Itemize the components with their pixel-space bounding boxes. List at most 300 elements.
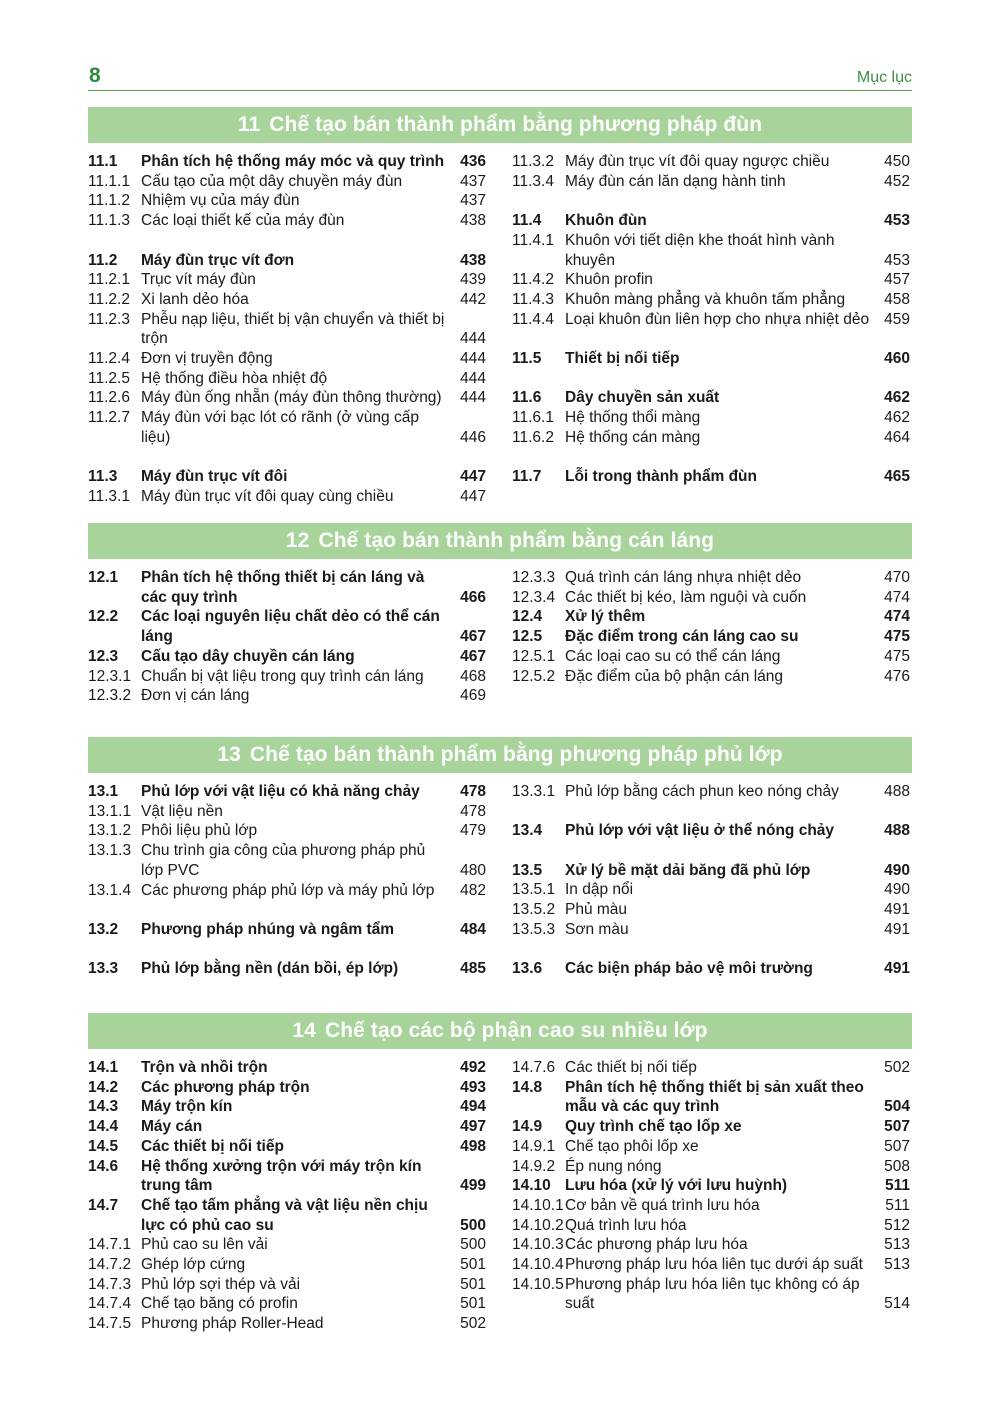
toc-entry-number: 12.3 <box>88 647 119 665</box>
toc-entry-page: 507 <box>884 1118 910 1136</box>
toc-entry-page: 500 <box>460 1216 486 1234</box>
chapter-title: Chế tạo các bộ phận cao su nhiều lớp <box>324 1019 708 1042</box>
toc-entry-number: 13.4 <box>512 822 543 840</box>
toc-entry-page: 465 <box>884 468 910 486</box>
toc-entry[interactable] <box>512 428 910 448</box>
toc-entry[interactable] <box>512 172 910 192</box>
toc-entry[interactable] <box>88 1157 486 1196</box>
toc-entry-title: Phủ lớp bằng nền (dán bồi, ép lớp) <box>141 960 399 978</box>
toc-entry-number: 14.7.3 <box>88 1275 132 1293</box>
toc-entry[interactable] <box>88 920 486 940</box>
toc-entry-page: 438 <box>460 212 486 230</box>
toc-entry[interactable] <box>512 1117 910 1137</box>
toc-entry-number: 14.10.5 <box>512 1275 564 1293</box>
toc-entry[interactable] <box>88 1058 486 1078</box>
toc-entry[interactable] <box>88 1137 486 1157</box>
toc-entry-number: 14.9.2 <box>512 1157 556 1175</box>
toc-entry-title: Máy cán <box>141 1118 203 1136</box>
toc-entry[interactable] <box>88 568 486 607</box>
toc-entry-page: 492 <box>460 1059 486 1076</box>
toc-entry[interactable] <box>88 959 486 979</box>
toc-entry-page: 497 <box>460 1118 486 1136</box>
toc-entry[interactable] <box>512 647 910 667</box>
toc-entry-number: 14.5 <box>88 1137 119 1155</box>
toc-entry-page: 502 <box>460 1315 486 1333</box>
toc-entry-page: 453 <box>884 212 910 230</box>
toc-entry[interactable] <box>512 568 910 588</box>
toc-entry[interactable] <box>512 861 910 881</box>
toc-entry-title: Trục vít máy đùn <box>141 271 256 289</box>
toc-entry-title: Chuẩn bị vật liệu trong quy trình cán láng <box>141 667 424 685</box>
toc-entry-page: 438 <box>460 251 486 269</box>
toc-entry[interactable] <box>88 1196 486 1235</box>
toc-entry-page: 453 <box>884 251 910 269</box>
toc-entry[interactable] <box>88 251 486 271</box>
toc-entry-page: 514 <box>884 1295 910 1313</box>
toc-entry-title: Quy trình chế tạo lốp xe <box>565 1118 742 1136</box>
toc-entry-page: 436 <box>460 153 486 170</box>
toc-entry-number: 13.3 <box>88 960 119 978</box>
page-number: 8 <box>89 64 101 87</box>
toc-entry-number: 12.3.2 <box>88 687 132 705</box>
toc-entry-number: 12.2 <box>88 608 119 626</box>
toc-entry[interactable] <box>512 1275 910 1314</box>
toc-entry-number: 14.7 <box>88 1196 119 1214</box>
toc-entry-number: 11.1.2 <box>88 192 130 210</box>
toc-entry[interactable] <box>512 1176 910 1196</box>
toc-entry[interactable] <box>88 1097 486 1117</box>
chapter-section-13 <box>88 737 912 982</box>
toc-entry-number: 11.3.2 <box>512 153 554 170</box>
toc-entry-title: Khuôn màng phẳng và khuôn tấm phẳng <box>565 290 846 308</box>
toc-entry-page: 474 <box>884 588 910 606</box>
toc-column-left <box>88 152 486 507</box>
toc-entry[interactable] <box>512 588 910 608</box>
toc-entry-title: Các loại cao su có thể cán láng <box>565 647 781 665</box>
toc-entry-title: Chu trình gia công của phương pháp phủ lớp PVC <box>141 842 426 879</box>
toc-entry[interactable] <box>88 172 486 192</box>
toc-entry[interactable] <box>512 900 910 920</box>
toc-entry-number: 14.7.2 <box>88 1256 132 1274</box>
toc-entry[interactable] <box>88 467 486 487</box>
toc-entry[interactable] <box>512 211 910 231</box>
toc-entry-page: 450 <box>884 153 910 170</box>
toc-entry-page: 513 <box>884 1256 910 1274</box>
toc-entry-number: 11.6.1 <box>512 409 554 427</box>
toc-entry-page: 452 <box>884 172 910 190</box>
toc-entry-title: Máy đùn ống nhẵn (máy đùn thông thường) <box>141 389 442 407</box>
toc-entry-title: Loại khuôn đùn liên hợp cho nhựa nhiệt dẻo <box>565 310 870 328</box>
toc-entry-title: Khuôn đùn <box>565 212 647 230</box>
toc-entry-number: 14.10.3 <box>512 1236 564 1254</box>
toc-entry-title: Phương pháp lưu hóa liên tục dưới áp suất <box>565 1256 863 1274</box>
toc-entry-title: Quá trình cán láng nhựa nhiệt dẻo <box>565 569 802 586</box>
toc-entry-title: Đơn vị truyền động <box>141 350 273 368</box>
toc-entry-title: Phủ lớp bằng cách phun keo nóng chảy <box>565 783 839 800</box>
toc-entry-number: 13.5.3 <box>512 920 556 938</box>
toc-entry-title: Máy đùn với bạc lót có rãnh (ở vùng cấp liệu) <box>141 409 419 446</box>
toc-entry-page: 494 <box>460 1098 486 1116</box>
toc-entry-page: 437 <box>460 192 486 210</box>
chapter-title: Chế tạo bán thành phẩm bằng phương pháp đùn <box>269 113 763 136</box>
toc-entry[interactable] <box>88 667 486 687</box>
chapter-section-12 <box>88 523 912 708</box>
toc-entry-title: Máy đùn trục vít đôi quay cùng chiều <box>141 487 394 505</box>
toc-entry-title: Cấu tạo dây chuyền cán láng <box>141 647 355 665</box>
toc-entry-number: 13.1.2 <box>88 822 132 840</box>
toc-entry-page: 493 <box>460 1078 486 1096</box>
toc-entry-number: 13.5.2 <box>512 901 556 919</box>
toc-entry[interactable] <box>88 191 486 211</box>
toc-column-left <box>88 782 486 979</box>
toc-entry-number: 11.1.3 <box>88 212 130 230</box>
toc-entry-page: 458 <box>884 290 910 308</box>
toc-entry-page: 501 <box>460 1275 486 1293</box>
toc-entry[interactable] <box>88 782 486 802</box>
toc-entry-page: 468 <box>460 667 486 685</box>
chapter-number: 13 <box>217 743 241 766</box>
toc-entry-number: 11.2.4 <box>88 350 130 368</box>
toc-entry-page: 457 <box>884 271 910 289</box>
toc-entry[interactable] <box>88 408 486 447</box>
toc-entry-page: 504 <box>884 1098 910 1116</box>
toc-entry-title: Hệ thống cán màng <box>565 428 701 446</box>
page-header <box>88 64 912 91</box>
chapter-banner <box>88 523 912 559</box>
chapter-section-14 <box>88 1013 912 1358</box>
toc-entry[interactable] <box>88 270 486 290</box>
toc-entry-page: 511 <box>884 1177 910 1195</box>
toc-entry[interactable] <box>88 1294 486 1314</box>
toc-entry[interactable] <box>512 627 910 647</box>
toc-entry-title: Phễu nạp liệu, thiết bị vận chuyển và thiết bị trộn <box>141 310 445 348</box>
toc-entry[interactable] <box>512 607 910 627</box>
toc-entry-title: Trộn và nhồi trộn <box>141 1059 268 1076</box>
toc-entry-title: Ép nung nóng <box>565 1157 662 1175</box>
toc-entry-number: 13.6 <box>512 960 543 978</box>
toc-entry-number: 14.8 <box>512 1078 543 1096</box>
toc-entry-page: 498 <box>460 1137 486 1155</box>
toc-entry-page: 462 <box>884 409 910 427</box>
toc-entry-number: 11.2.2 <box>88 290 130 308</box>
toc-entry-title: Vật liệu nền <box>141 802 223 820</box>
toc-entry-title: Đặc điểm trong cán láng cao su <box>565 628 799 646</box>
chapter-number: 12 <box>285 529 310 552</box>
toc-entry-page: 439 <box>460 271 486 289</box>
toc-entry-page: 444 <box>460 369 486 387</box>
chapter-section-11 <box>88 107 912 505</box>
toc-entry-title: Lỗi trong thành phẩm đùn <box>565 468 757 486</box>
toc-entry-page: 447 <box>460 487 486 505</box>
toc-entry[interactable] <box>88 369 486 389</box>
toc-entry-title: Máy trộn kín <box>141 1098 233 1116</box>
toc-entry[interactable] <box>512 782 910 802</box>
toc-entry-page: 470 <box>884 569 910 586</box>
toc-entry-number: 12.3.1 <box>88 667 132 685</box>
toc-entry-page: 501 <box>460 1256 486 1274</box>
chapter-number: 11 <box>237 113 261 136</box>
toc-entry[interactable] <box>88 1255 486 1275</box>
toc-entry-title: Hệ thống xưởng trộn với máy trộn kín trung tâm <box>141 1157 422 1195</box>
toc-entry[interactable] <box>512 1235 910 1255</box>
toc-entry-number: 11.7 <box>512 468 542 486</box>
toc-entry-title: Máy đùn cán lăn dạng hành tinh <box>565 172 786 190</box>
toc-entry[interactable] <box>88 607 486 646</box>
toc-entry[interactable] <box>512 388 910 408</box>
toc-entry-title: Máy đùn trục vít đơn <box>141 251 295 269</box>
toc-entry-page: 511 <box>885 1196 910 1214</box>
toc-entry[interactable] <box>512 821 910 841</box>
toc-entry[interactable] <box>88 290 486 310</box>
toc-entry-number: 12.5.1 <box>512 647 556 665</box>
toc-entry-title: Phương pháp Roller-Head <box>141 1315 324 1333</box>
toc-entry-page: 491 <box>884 901 910 919</box>
toc-entry-title: Ghép lớp cứng <box>141 1256 246 1274</box>
toc-entry-title: Các phương pháp trộn <box>141 1078 310 1096</box>
toc-entry-number: 14.7.4 <box>88 1295 132 1313</box>
toc-column-left <box>88 1058 486 1334</box>
chapter-banner <box>88 107 912 143</box>
toc-entry-page: 500 <box>460 1236 486 1254</box>
toc-entry-number: 11.2.5 <box>88 369 130 387</box>
toc-entry-number: 14.2 <box>88 1078 119 1096</box>
toc-entry[interactable] <box>88 881 486 901</box>
toc-entry-number: 13.1 <box>88 783 119 800</box>
toc-column-right <box>512 1058 910 1314</box>
toc-entry-title: Xi lanh dẻo hóa <box>141 290 249 308</box>
toc-entry-title: Máy đùn trục vít đôi <box>141 468 288 486</box>
chapter-title: Chế tạo bán thành phẩm bằng cán láng <box>318 529 715 552</box>
toc-entry-title: Sơn màu <box>565 920 629 938</box>
toc-entry-number: 11.3.4 <box>512 172 554 190</box>
toc-entry-page: 480 <box>460 861 486 879</box>
toc-entry-page: 484 <box>460 920 486 938</box>
toc-entry-title: Hệ thống điều hòa nhiệt độ <box>141 369 328 387</box>
toc-entry-title: Cơ bản về quá trình lưu hóa <box>565 1196 760 1214</box>
toc-entry-page: 475 <box>884 628 910 646</box>
toc-entry-title: Đặc điểm của bộ phận cán láng <box>565 667 784 685</box>
toc-column-left <box>88 568 486 706</box>
toc-entry-title: Khuôn profin <box>565 271 653 289</box>
toc-entry[interactable] <box>88 310 486 349</box>
toc-entry-number: 14.10.1 <box>512 1196 564 1214</box>
toc-entry-page: 488 <box>884 822 910 840</box>
toc-entry-number: 12.3.3 <box>512 569 556 586</box>
toc-entry[interactable] <box>88 152 486 172</box>
toc-entry-page: 499 <box>460 1177 486 1195</box>
toc-entry-number: 11.2.7 <box>88 409 130 427</box>
toc-entry-title: Các loại thiết kế của máy đùn <box>141 212 345 230</box>
toc-entry-page: 491 <box>884 960 910 978</box>
toc-entry-page: 478 <box>460 802 486 820</box>
toc-entry[interactable] <box>88 211 486 231</box>
toc-entry-number: 14.3 <box>88 1098 119 1116</box>
toc-entry-title: Phủ cao su lên vải <box>141 1236 268 1254</box>
toc-entry[interactable] <box>512 349 910 369</box>
toc-entry[interactable] <box>512 880 910 900</box>
toc-entry-number: 13.1.1 <box>88 802 132 820</box>
toc-entry[interactable] <box>88 802 486 822</box>
toc-entry-number: 11.3 <box>88 468 118 486</box>
toc-entry[interactable] <box>512 270 910 290</box>
toc-entry-number: 14.4 <box>88 1118 119 1136</box>
toc-entry-number: 13.1.3 <box>88 842 132 860</box>
toc-entry-page: 462 <box>884 389 910 407</box>
toc-entry-number: 12.3.4 <box>512 588 556 606</box>
toc-entry-page: 466 <box>460 588 486 606</box>
toc-entry-number: 13.5.1 <box>512 881 556 899</box>
toc-entry-page: 485 <box>460 960 486 978</box>
chapter-banner <box>88 1013 912 1049</box>
toc-entry-number: 13.2 <box>88 920 119 938</box>
toc-entry-number: 11.1 <box>88 153 118 170</box>
toc-entry[interactable] <box>88 841 486 880</box>
toc-entry-page: 475 <box>884 647 910 665</box>
toc-entry-page: 491 <box>884 920 910 938</box>
toc-entry-page: 512 <box>884 1216 910 1234</box>
toc-entry-title: Chế tạo tấm phẳng và vật liệu nền chịu lực có phủ cao su <box>141 1196 428 1234</box>
toc-entry[interactable] <box>88 1117 486 1137</box>
toc-entry-page: 490 <box>884 881 910 899</box>
toc-entry-page: 502 <box>884 1059 910 1076</box>
toc-entry[interactable] <box>88 388 486 408</box>
toc-entry-number: 14.9 <box>512 1118 543 1136</box>
toc-entry-page: 467 <box>460 647 486 665</box>
toc-entry-title: Các thiết bị kéo, làm nguội và cuốn <box>565 588 807 606</box>
toc-entry[interactable] <box>88 487 486 507</box>
chapter-banner <box>88 737 912 773</box>
toc-entry-title: Khuôn với tiết diện khe thoát hình vành khuyên <box>565 231 835 269</box>
toc-entry-number: 11.2.3 <box>88 310 130 328</box>
toc-entry-title: Các loại nguyên liệu chất dẻo có thể cán láng <box>141 608 440 646</box>
toc-entry-page: 446 <box>460 428 486 446</box>
toc-entry[interactable] <box>512 467 910 487</box>
toc-column-right <box>512 152 910 487</box>
toc-entry-title: Hệ thống thổi màng <box>565 409 701 427</box>
toc-entry-title: Đơn vị cán láng <box>141 687 250 705</box>
toc-entry-number: 11.6 <box>512 389 542 407</box>
toc-entry-number: 14.7.1 <box>88 1236 132 1254</box>
toc-entry[interactable] <box>512 1216 910 1236</box>
toc-entry-page: 460 <box>884 350 910 367</box>
toc-entry-number: 11.5 <box>512 350 542 367</box>
toc-entry[interactable] <box>512 1255 910 1275</box>
toc-entry-page: 488 <box>884 783 910 800</box>
toc-entry[interactable] <box>88 686 486 706</box>
toc-entry[interactable] <box>88 1314 486 1334</box>
toc-entry[interactable] <box>88 647 486 667</box>
toc-entry-page: 447 <box>460 468 486 486</box>
toc-entry-page: 490 <box>884 861 910 879</box>
toc-entry[interactable] <box>88 349 486 369</box>
toc-entry-number: 14.1 <box>88 1059 119 1076</box>
toc-entry-title: Chế tạo băng có profin <box>141 1295 298 1313</box>
toc-entry-number: 12.5 <box>512 628 543 646</box>
toc-entry-title: Phôi liệu phủ lớp <box>141 822 258 840</box>
toc-entry-page: 476 <box>884 667 910 685</box>
toc-entry[interactable] <box>512 667 910 687</box>
toc-entry-page: 513 <box>884 1236 910 1254</box>
toc-entry-page: 474 <box>884 608 910 626</box>
toc-entry-title: Phân tích hệ thống máy móc và quy trình <box>141 153 445 170</box>
toc-entry-title: Các phương pháp phủ lớp và máy phủ lớp <box>141 881 435 899</box>
toc-entry-title: Máy đùn trục vít đôi quay ngược chiều <box>565 153 830 170</box>
toc-entry-title: Phủ lớp sợi thép và vải <box>141 1275 301 1293</box>
toc-entry-title: Phân tích hệ thống thiết bị cán láng và các quy trình <box>141 569 425 606</box>
toc-entry[interactable] <box>512 290 910 310</box>
toc-entry-number: 12.1 <box>88 569 119 586</box>
toc-entry[interactable] <box>88 1078 486 1098</box>
chapter-title: Chế tạo bán thành phẩm bằng phương pháp phủ lớp <box>249 743 783 766</box>
toc-entry-title: Phủ lớp với vật liệu có khả năng chảy <box>141 783 420 800</box>
toc-entry-title: Phương pháp nhúng và ngâm tẩm <box>141 920 395 938</box>
chapter-number: 14 <box>292 1019 316 1042</box>
toc-entry[interactable] <box>512 1137 910 1157</box>
toc-entry-number: 13.3.1 <box>512 783 556 800</box>
toc-entry-page: 478 <box>460 783 486 800</box>
toc-entry-number: 14.10.2 <box>512 1216 564 1234</box>
toc-entry-title: Phủ màu <box>565 901 628 919</box>
toc-entry-number: 11.4.3 <box>512 290 554 308</box>
toc-entry-number: 14.9.1 <box>512 1137 556 1155</box>
toc-entry-page: 507 <box>884 1137 910 1155</box>
toc-entry[interactable] <box>512 1157 910 1177</box>
toc-entry-title: Xử lý bề mặt dải băng đã phủ lớp <box>565 861 811 879</box>
toc-entry[interactable] <box>88 1235 486 1255</box>
toc-entry[interactable] <box>512 959 910 979</box>
toc-entry-number: 11.3.1 <box>88 487 130 505</box>
toc-entry-title: Lưu hóa (xử lý với lưu huỳnh) <box>565 1177 788 1195</box>
toc-entry-title: Chế tạo phôi lốp xe <box>565 1137 699 1155</box>
toc-entry-page: 444 <box>460 350 486 368</box>
toc-entry-page: 442 <box>460 290 486 308</box>
toc-entry-title: Các biện pháp bảo vệ môi trường <box>565 960 813 978</box>
toc-entry-title: Các phương pháp lưu hóa <box>565 1236 748 1254</box>
toc-entry-number: 11.4 <box>512 212 542 230</box>
toc-entry-page: 444 <box>460 389 486 407</box>
toc-entry-number: 13.1.4 <box>88 881 132 899</box>
toc-entry[interactable] <box>88 821 486 841</box>
toc-entry-number: 11.4.4 <box>512 310 554 328</box>
toc-entry[interactable] <box>512 152 910 172</box>
toc-column-right <box>512 782 910 979</box>
toc-entry[interactable] <box>512 920 910 940</box>
toc-entry-number: 13.5 <box>512 861 543 879</box>
toc-entry-number: 12.5.2 <box>512 667 556 685</box>
toc-entry[interactable] <box>512 231 910 270</box>
toc-column-right <box>512 568 910 686</box>
toc-entry-number: 11.6.2 <box>512 428 554 446</box>
toc-entry-page: 464 <box>884 428 910 446</box>
toc-entry-page: 437 <box>460 172 486 190</box>
toc-entry[interactable] <box>512 408 910 428</box>
toc-entry-page: 444 <box>460 330 486 348</box>
toc-entry-title: Cấu tạo của một dây chuyền máy đùn <box>141 172 403 190</box>
toc-entry-number: 11.2.1 <box>88 271 130 289</box>
toc-entry-page: 508 <box>884 1157 910 1175</box>
toc-entry-page: 479 <box>460 822 486 840</box>
running-title: Mục lục <box>856 69 912 86</box>
toc-entry-title: Phủ lớp với vật liệu ở thể nóng chảy <box>565 822 835 840</box>
toc-entry[interactable] <box>512 310 910 330</box>
toc-entry[interactable] <box>88 1275 486 1295</box>
toc-entry-number: 12.4 <box>512 608 543 626</box>
toc-entry[interactable] <box>512 1078 910 1117</box>
toc-entry-page: 467 <box>460 628 486 646</box>
toc-entry[interactable] <box>512 1058 910 1078</box>
toc-entry-title: Xử lý thêm <box>565 608 646 626</box>
toc-entry[interactable] <box>512 1196 910 1216</box>
